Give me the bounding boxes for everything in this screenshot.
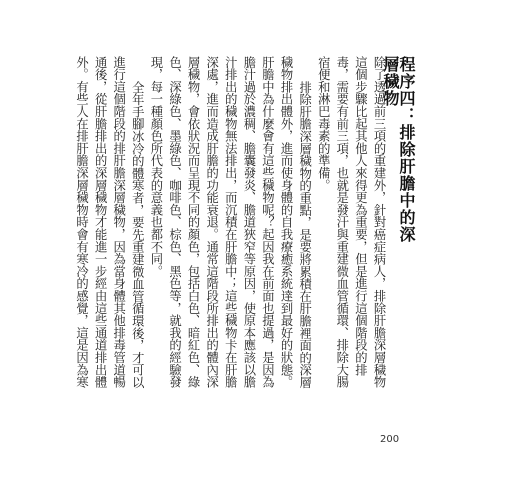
body-text (74, 56, 388, 390)
paragraph-3: 全年手腳冰冷的體寒者，要先重建微血管循環後，才可以進行這個階段的排肝膽深層穢物，因為當身體其他排毒管道暢通後，從肝膽排出的深層穢物才能進一步經由這些通道排出體外。有些人在排肝膽深層穢物時會有寒冷的感覺，這是因為寒 (74, 56, 145, 389)
paragraph-2: 排除肝膽深層穢物的重點，是要將累積在肝膽裡面的深層穢物排出體外，進而使身體的自我療癒系統達到最好的狀態。肝膽中為什麼會有這些穢物呢？起因我在前面也提過，是因為膽汁過於濃稠、膽囊發炎、膽道狹窄等原因，使原本應該以膽汁排出的穢物無法排出，而沉積在肝膽中；這些穢物卡在肝膽深處，進而造成肝膽的功能衰退。通常這階段所排出的體內深層穢物，會依狀況而呈現不同的顏色，包括白色、暗紅色、綠色、深綠色、墨綠色、咖啡色、棕色、黑色等，就我的經驗發現，每一種顏色所代表的意義也都不同。 (148, 56, 312, 389)
chapter-heading: 程序四：排除肝膽中的深層穢物 (381, 56, 416, 243)
paragraph-1: 除了透過前三項的重建外，針對癌症病人，排除肝膽深層穢物這個步驟比起其他人來得更為重要，但是進行這個階段的排毒，需要有前三項，也就是發汗與重建微血管循環、排除大腸宿便和淋巴毒素的準備。 (316, 56, 386, 389)
page-number: 200 (380, 434, 400, 445)
